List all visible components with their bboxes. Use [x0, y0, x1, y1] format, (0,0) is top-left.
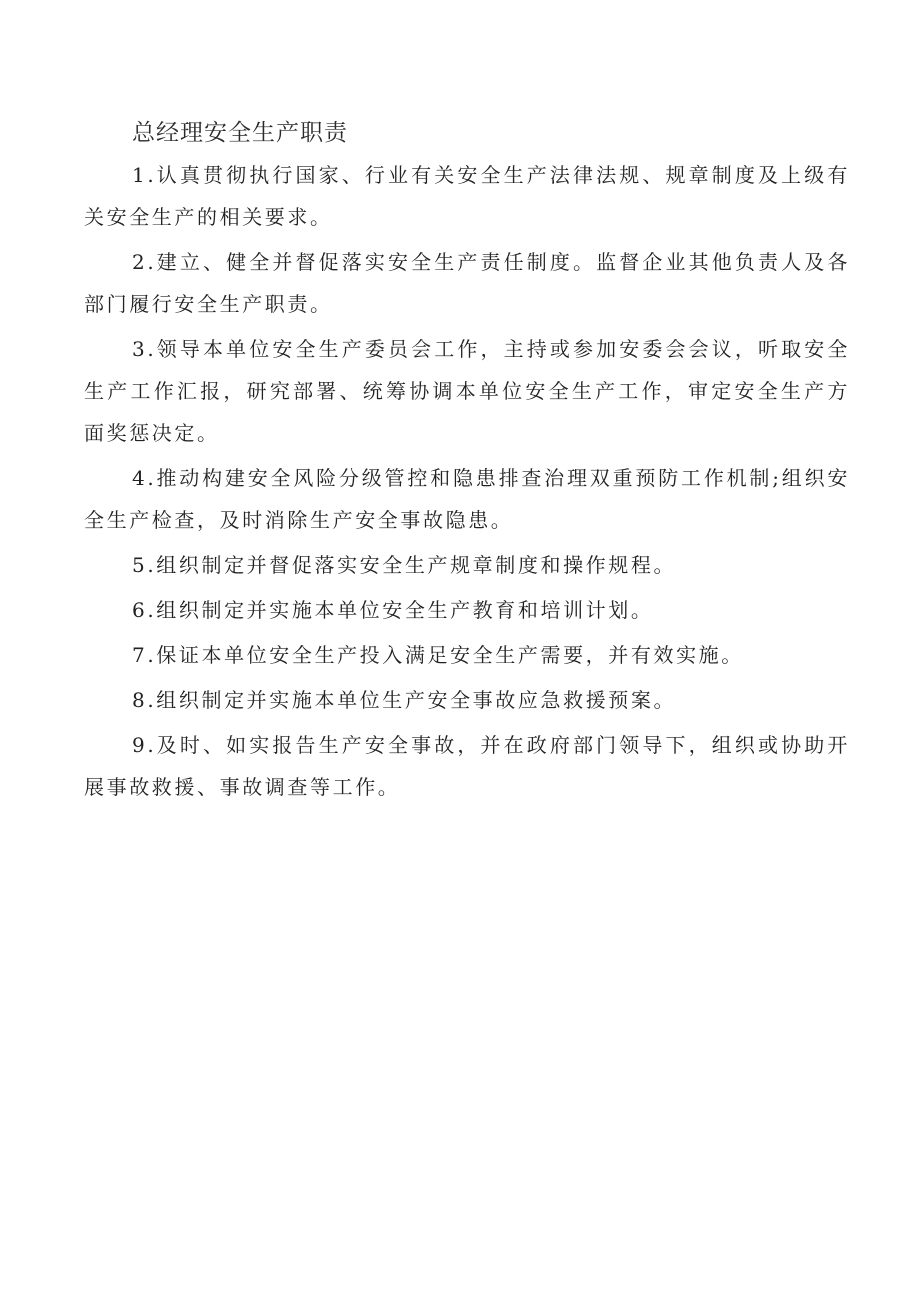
- document-title: 总经理安全生产职责: [132, 120, 348, 146]
- duty-item-1: 1.认真贯彻执行国家、行业有关安全生产法律法规、规章制度及上级有关安全生产的相关要求。: [84, 163, 850, 229]
- duty-item-6: 6.组织制定并实施本单位安全生产教育和培训计划。: [132, 598, 654, 622]
- duty-item-7: 7.保证本单位安全生产投入满足安全生产需要，并有效实施。: [132, 643, 744, 667]
- duty-item-4: 4.推动构建安全风险分级管控和隐患排查治理双重预防工作机制;组织安全生产检查，及时消除生产安全事故隐患。: [84, 466, 850, 532]
- duty-item-5: 5.组织制定并督促落实安全生产规章制度和操作规程。: [132, 553, 677, 577]
- duty-item-3: 3.领导本单位安全生产委员会工作，主持或参加安委会会议，听取安全生产工作汇报，研究部署、统筹协调本单位安全生产工作，审定安全生产方面奖惩决定。: [84, 337, 850, 445]
- duty-item-2: 2.建立、健全并督促落实安全生产责任制度。监督企业其他负责人及各部门履行安全生产职责。: [84, 250, 850, 316]
- duty-list: [84, 154, 850, 808]
- duty-item-8: 8.组织制定并实施本单位生产安全事故应急救援预案。: [132, 688, 677, 712]
- document-page: [84, 112, 850, 811]
- duty-item-9: 9.及时、如实报告生产安全事故，并在政府部门领导下，组织或协助开展事故救援、事故调查等工作。: [84, 733, 850, 799]
